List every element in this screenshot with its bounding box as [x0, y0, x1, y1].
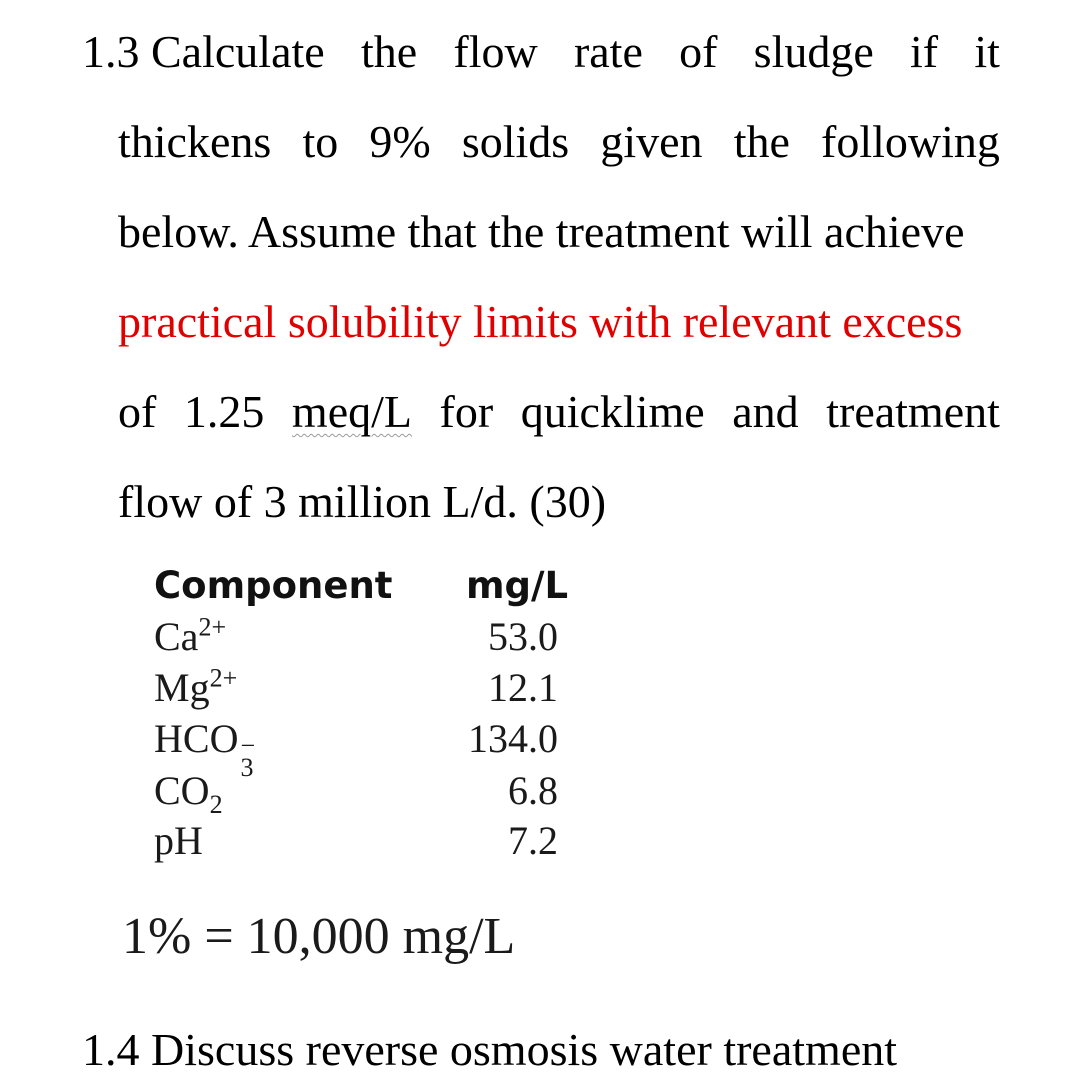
question-line-1: [82, 24, 1000, 80]
value-calcium: 53.0: [488, 614, 558, 659]
question-line-4-highlighted: [118, 294, 962, 350]
word: 1.25: [183, 386, 265, 437]
word: the: [360, 26, 418, 77]
word: thickens: [118, 116, 272, 167]
value-carbon-dioxide: 6.8: [508, 768, 558, 813]
line-text: flow of 3 million L/d. (30): [118, 476, 607, 527]
question-line-6: [118, 474, 606, 530]
word: to: [302, 116, 339, 167]
word: it: [974, 26, 1000, 77]
word: 1.3 Calculate: [82, 26, 325, 77]
component-carbon-dioxide: $CO_2$: [154, 768, 223, 819]
component-ph: pH: [154, 818, 203, 863]
question-line-5: [118, 384, 1000, 440]
value-magnesium: 12.1: [488, 665, 558, 710]
line-text: practical solubility limits with relevant excess: [118, 296, 963, 347]
component-magnesium: $Mg^{2+}$: [154, 663, 238, 710]
question-line-2: [118, 114, 1000, 170]
word: treatment: [826, 386, 1000, 437]
table-header-component: Component: [154, 564, 393, 607]
component-bicarbonate: HCO − 3: [154, 716, 256, 782]
word: solids: [461, 116, 570, 167]
conversion-note: 1% = 10,000 mg/L: [122, 908, 516, 965]
word: 9%: [369, 116, 431, 167]
spellcheck-word[interactable]: meq/L: [291, 386, 412, 437]
word: of: [118, 386, 157, 437]
word: given: [600, 116, 703, 167]
word: quicklime: [520, 386, 705, 437]
word: flow: [453, 26, 538, 77]
word: following: [821, 116, 1000, 167]
next-question-line: 1.4 Discuss reverse osmosis water treatment: [82, 1024, 898, 1075]
question-line-3: [118, 204, 965, 260]
component-calcium: $Ca^{2+}$: [154, 612, 227, 659]
value-bicarbonate: 134.0: [468, 716, 558, 761]
word: rate: [573, 26, 643, 77]
value-ph: 7.2: [508, 818, 558, 863]
table-header-unit: mg/L: [466, 564, 569, 607]
word: sludge: [753, 26, 874, 77]
line-text: below. Assume that the treatment will achieve: [118, 206, 965, 257]
word: for: [439, 386, 494, 437]
word: the: [733, 116, 790, 167]
word: if: [910, 26, 939, 77]
word: and: [732, 386, 799, 437]
word: of: [679, 26, 718, 77]
